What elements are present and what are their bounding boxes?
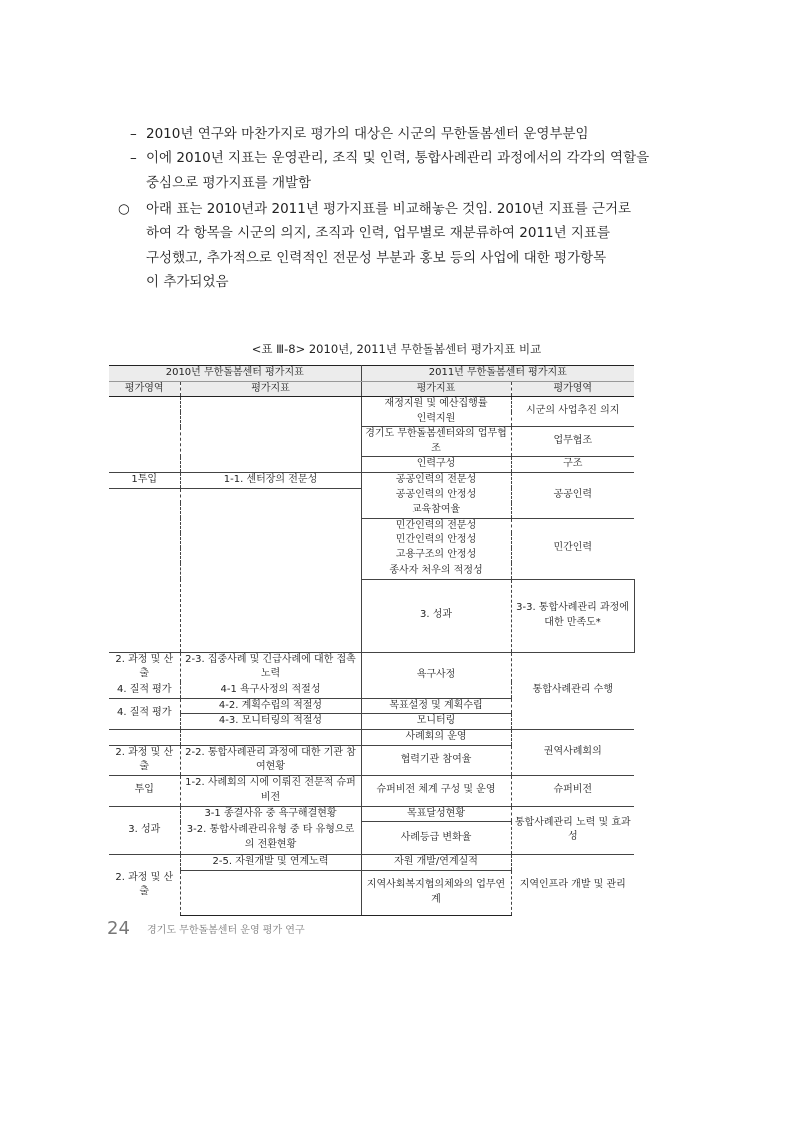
cell-indicator-2010: 3-3. 통합사례관리 과정에 대한 만족도*	[511, 579, 634, 652]
cell-area-2010-empty	[109, 397, 180, 473]
cell-indicator-2011: 민간인력의 전문성	[361, 518, 511, 533]
cell-indicator-2011: 교육참여율	[361, 503, 511, 518]
cell-indicator-2011: 인력구성	[361, 457, 511, 473]
table-column-header	[109, 381, 634, 397]
cell-area-2011: 통합사례관리 수행	[511, 652, 634, 729]
cell-indicator-2011: 공공인력의 전문성	[361, 473, 511, 489]
table-row	[109, 775, 634, 806]
cell-indicator-2010: 2-5. 자원개발 및 연계노력	[180, 855, 361, 871]
cell-area-2010: 2. 과정 및 산출	[109, 745, 180, 775]
cell-area-2011: 지역인프라 개발 및 관리	[511, 855, 634, 916]
cell-indicator-2011: 고용구조의 안정성	[361, 548, 511, 563]
cell-indicator-2011: 사례회의 운영	[361, 729, 511, 745]
cell-indicator-2010: 1-2. 사례회의 시에 이뤄진 전문적 슈퍼비전	[180, 775, 361, 806]
cell-area-2010-empty	[109, 488, 180, 652]
cell-area-2011: 민간인력	[511, 518, 634, 579]
cell-indicator-2010: 2-3. 집중사례 및 긴급사례에 대한 접촉노력	[180, 652, 361, 682]
cell-area-2011: 시군의 사업추진 의지	[526, 405, 620, 417]
group-2010-header: 2010년 무한돌봄센터 평가지표	[109, 366, 361, 382]
table-row	[109, 652, 634, 682]
col-area-2010: 평가영역	[109, 381, 180, 397]
dash-marker: –	[130, 150, 137, 166]
table-group-header	[109, 366, 634, 382]
cell-area-2011: 통합사례관리 노력 및 효과성	[511, 806, 634, 855]
cell-indicator-2011: 협력기관 참여율	[361, 745, 511, 775]
cell-indicator-2011: 모니터링	[361, 714, 511, 730]
cell-indicator-2011: 인력지원	[361, 412, 511, 427]
cell-area-2010: 2. 과정 및 산출	[109, 652, 180, 682]
cell-area-2010: 3. 성과	[109, 806, 180, 855]
circle-item-line-1: 아래 표는 2010년과 2011년 평가지표를 비교해놓은 것임. 2010년 지표를 근거로	[146, 201, 632, 217]
cell-area-2011: 구조	[511, 457, 634, 473]
cell-indicator-2010-empty	[180, 729, 361, 745]
cell-indicator-2010: 4-3. 모니터링의 적절성	[180, 714, 361, 730]
cell-indicator-2011: 목표달성현황	[361, 806, 511, 822]
cell-indicator-2011: 공공인력의 안정성	[361, 488, 511, 503]
bullet-1-text: 2010년 연구와 마찬가지로 평가의 대상은 시군의 무한돌봄센터 운영부분임	[146, 126, 589, 142]
cell-indicator-2010: 4-2. 계획수립의 적절성	[180, 698, 361, 714]
cell-indicator-2011: 욕구사정	[361, 652, 511, 698]
cell-indicator-2011: 자원 개발/연계실적	[361, 855, 511, 871]
table-row	[109, 397, 634, 412]
cell-indicator-2011: 지역사회복지협의체와의 업무연계	[361, 870, 511, 915]
cell-indicator-2010-empty	[180, 397, 361, 473]
cell-indicator-2011: 슈퍼비전 체계 구성 및 운영	[361, 775, 511, 806]
page-footer	[107, 918, 305, 939]
cell-area-2011: 업무협조	[511, 427, 634, 457]
cell-indicator-2011: 목표설정 및 계획수립	[361, 698, 511, 714]
circle-marker: ○	[118, 201, 130, 217]
cell-area-2010: 2. 과정 및 산출	[109, 855, 180, 916]
cell-indicator-2011: 경기도 무한돌봄센터와의 업무협조	[361, 427, 511, 457]
table-caption: <표 Ⅲ-8> 2010년, 2011년 무한돌봄센터 평가지표 비교	[251, 342, 542, 356]
bullet-2-line-2: 중심으로 평가지표를 개발함	[146, 175, 312, 191]
circle-item-line-4: 이 추가되었음	[146, 274, 229, 290]
cell-indicator-2011: 사례등급 변화율	[361, 822, 511, 855]
cell-indicator-2011: 재정지원 및 예산집행률	[361, 397, 511, 412]
table-row	[109, 855, 634, 871]
circle-item-line-2: 하여 각 항목을 시군의 의지, 조직과 인력, 업무별로 재분류하여 2011년 지표를	[146, 225, 611, 241]
cell-indicator-2011: 민간인력의 안정성	[361, 533, 511, 548]
cell-area-2010: 1투입	[109, 473, 180, 489]
running-title: 경기도 무한돌봄센터 운영 평가 연구	[147, 925, 305, 936]
table-row	[109, 473, 634, 489]
group-2011-header: 2011년 무한돌봄센터 평가지표	[361, 366, 634, 382]
cell-indicator-2011: 종사자 처우의 적정성	[361, 563, 511, 579]
cell-indicator-2010: 1-1. 센터장의 전문성	[180, 473, 361, 489]
col-indicator-2011: 평가지표	[361, 381, 511, 397]
cell-area-2010: 4. 질적 평가	[109, 698, 180, 729]
comparison-table	[109, 365, 634, 916]
page-number: 24	[107, 918, 130, 939]
cell-area-2011: 공공인력	[511, 473, 634, 519]
dash-marker: –	[130, 126, 137, 142]
circle-item-line-3: 구성했고, 추가적으로 인력적인 전문성 부분과 홍보 등의 사업에 대한 평가항목	[146, 250, 607, 266]
cell-area-2010-empty	[109, 729, 180, 745]
cell-indicator-2010-empty	[180, 488, 361, 652]
cell-area-2011: 슈퍼비전	[511, 775, 634, 806]
col-indicator-2010: 평가지표	[180, 381, 361, 397]
cell-indicator-2010-empty	[180, 870, 361, 915]
bullet-2-line-1: 이에 2010년 지표는 운영관리, 조직 및 인력, 통합사례관리 과정에서의 각각의 역할을	[146, 150, 650, 166]
cell-indicator-2010: 2-2. 통합사례관리 과정에 대한 기관 참여현황	[180, 745, 361, 775]
cell-area-2011: 권역사례회의	[511, 729, 634, 775]
cell-area-2010: 4. 질적 평가	[109, 682, 180, 698]
cell-indicator-2010: 4-1 욕구사정의 적절성	[180, 682, 361, 698]
cell-area-2010: 투입	[109, 775, 180, 806]
table-row	[109, 806, 634, 822]
cell-area-2010: 3. 성과	[361, 579, 511, 652]
col-area-2011: 평가영역	[511, 381, 634, 397]
cell-indicator-2010: 3-2. 통합사례관리유형 중 타 유형으로의 전환현황	[180, 822, 361, 855]
cell-indicator-2010: 3-1 종결사유 중 욕구해결현황	[180, 806, 361, 822]
table-row	[109, 729, 634, 745]
